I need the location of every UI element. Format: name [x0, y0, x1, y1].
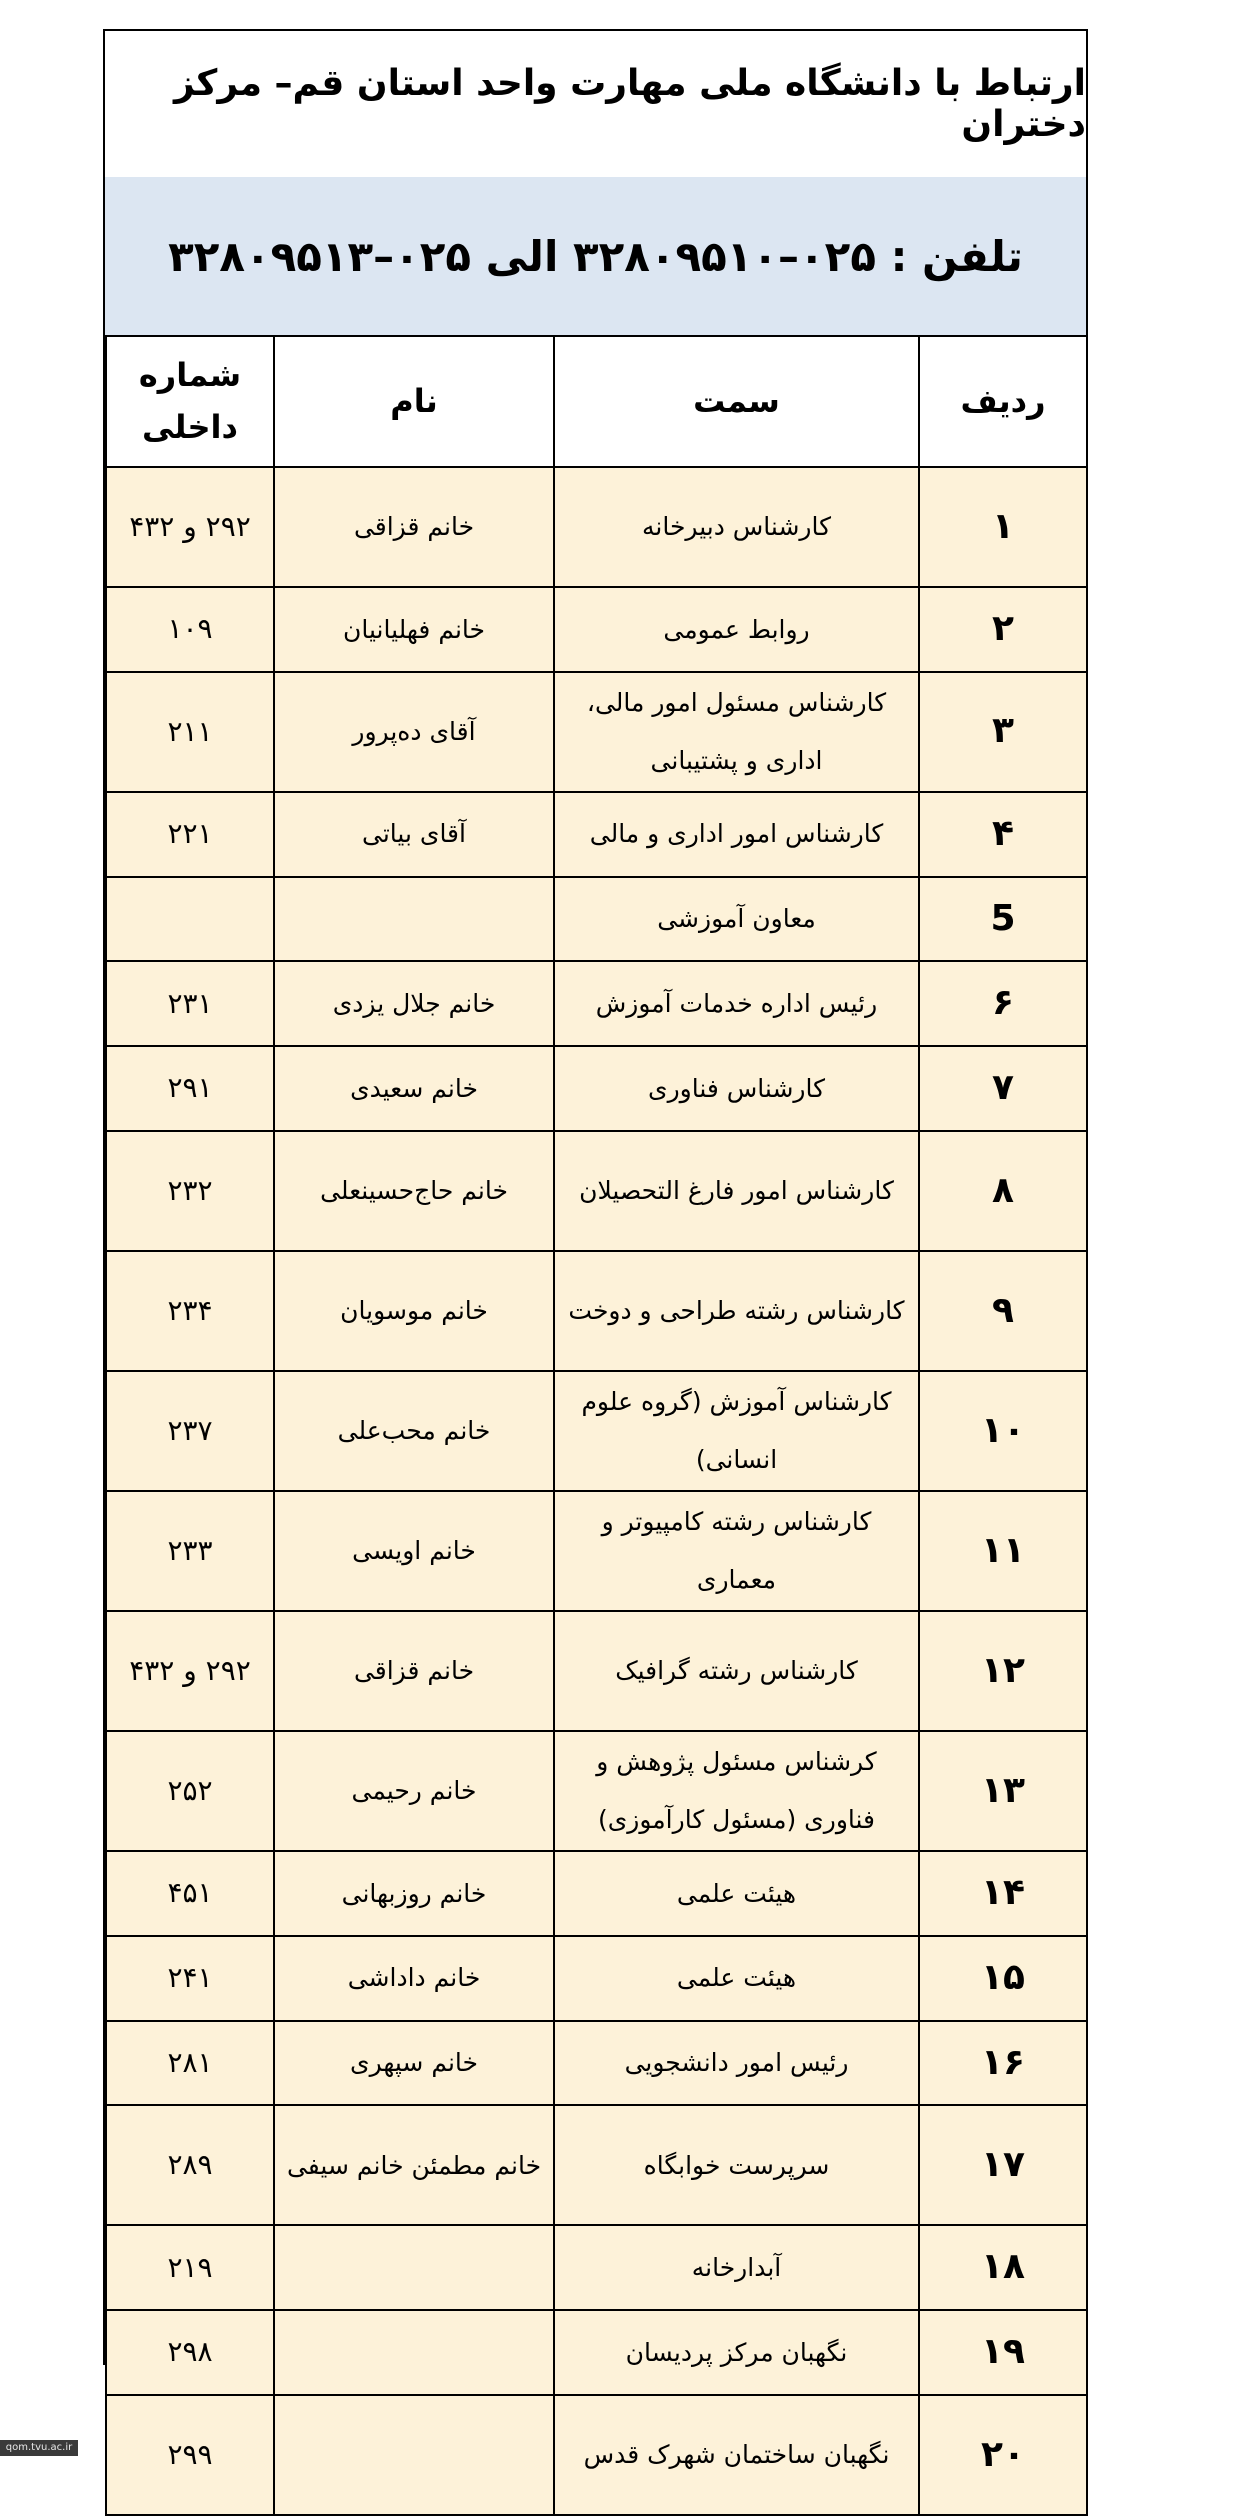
table-row — [106, 1611, 1087, 1731]
row-extension: ۲۵۲ — [106, 1731, 274, 1851]
row-extension: ۲۹۲ و ۴۳۲ — [106, 467, 274, 587]
row-number: ۳ — [919, 672, 1087, 792]
row-name: خانم سعیدی — [274, 1046, 554, 1131]
row-role: کارشناس آموزش (گروه علوم انسانی) — [554, 1371, 919, 1491]
table-row — [106, 587, 1087, 672]
row-number: ۱۲ — [919, 1611, 1087, 1731]
row-role: سرپرست خوابگاه — [554, 2105, 919, 2225]
row-extension: ۲۲۱ — [106, 792, 274, 877]
row-name: خانم قزاقی — [274, 467, 554, 587]
table-row — [106, 877, 1087, 962]
row-extension: ۱۰۹ — [106, 587, 274, 672]
row-number: ۱۰ — [919, 1371, 1087, 1491]
row-extension: ۲۸۹ — [106, 2105, 274, 2225]
table-row — [106, 1936, 1087, 2021]
table-row — [106, 1251, 1087, 1371]
table-row — [106, 467, 1087, 587]
row-number: ۷ — [919, 1046, 1087, 1131]
row-name: خانم موسویان — [274, 1251, 554, 1371]
row-role: معاون آموزشی — [554, 877, 919, 962]
row-extension: ۲۹۸ — [106, 2310, 274, 2395]
row-role: کارشناس رشته گرافیک — [554, 1611, 919, 1731]
row-role: کارشناس فناوری — [554, 1046, 919, 1131]
row-number: ۴ — [919, 792, 1087, 877]
row-role: کارشناس مسئول امور مالی، اداری و پشتیبانی — [554, 672, 919, 792]
row-role: کرشناس مسئول پژوهش و فناوری (مسئول کارآموزی) — [554, 1731, 919, 1851]
phone-banner: تلفن : ۰۲۵–۳۲۸۰۹۵۱۰ الی ۰۲۵–۳۲۸۰۹۵۱۳ — [105, 177, 1086, 337]
row-role: کارشناس رشته کامپیوتر و معماری — [554, 1491, 919, 1611]
row-number: ۱۵ — [919, 1936, 1087, 2021]
table-row — [106, 1046, 1087, 1131]
row-number: ۱۴ — [919, 1851, 1087, 1936]
row-extension: ۲۱۱ — [106, 672, 274, 792]
row-role: هیئت علمی — [554, 1851, 919, 1936]
contacts-table — [105, 335, 1088, 2516]
row-name: خانم رحیمی — [274, 1731, 554, 1851]
row-extension: ۲۹۹ — [106, 2395, 274, 2515]
row-name: خانم سپهری — [274, 2021, 554, 2106]
row-extension: ۲۴۱ — [106, 1936, 274, 2021]
row-number: ۲ — [919, 587, 1087, 672]
table-row — [106, 1131, 1087, 1251]
row-extension — [106, 877, 274, 962]
row-name — [274, 2310, 554, 2395]
site-watermark: qom.tvu.ac.ir — [0, 2440, 78, 2456]
row-name: خانم محب‌علی — [274, 1371, 554, 1491]
row-number: ۶ — [919, 961, 1087, 1046]
row-extension: ۲۳۲ — [106, 1131, 274, 1251]
row-extension: ۲۳۳ — [106, 1491, 274, 1611]
row-role: روابط عمومی — [554, 587, 919, 672]
row-name: خانم مطمئن خانم سیفی — [274, 2105, 554, 2225]
table-row — [106, 2225, 1087, 2310]
table-row — [106, 1731, 1087, 1851]
row-number: ۱۳ — [919, 1731, 1087, 1851]
row-role: کارشناس امور فارغ التحصیلان — [554, 1131, 919, 1251]
row-name — [274, 2395, 554, 2515]
table-row — [106, 1851, 1087, 1936]
row-name: آقای بیاتی — [274, 792, 554, 877]
header-extension: شماره داخلی — [106, 336, 274, 467]
table-row — [106, 2105, 1087, 2225]
row-name: خانم حاج‌حسینعلی — [274, 1131, 554, 1251]
row-role: نگهبان مرکز پردیسان — [554, 2310, 919, 2395]
row-extension: ۲۳۱ — [106, 961, 274, 1046]
row-extension: ۲۳۴ — [106, 1251, 274, 1371]
table-row — [106, 672, 1087, 792]
row-role: آبدارخانه — [554, 2225, 919, 2310]
row-extension: ۲۱۹ — [106, 2225, 274, 2310]
row-number: ۲۰ — [919, 2395, 1087, 2515]
page-title: ارتباط با دانشگاه ملی مهارت واحد استان قم– مرکز دختران — [105, 31, 1086, 179]
row-role: رئیس اداره خدمات آموزش — [554, 961, 919, 1046]
row-name: خانم روزبهانی — [274, 1851, 554, 1936]
header-row-number: ردیف — [919, 336, 1087, 467]
contact-sheet — [103, 29, 1088, 2475]
row-name — [274, 2225, 554, 2310]
row-extension: ۲۹۱ — [106, 1046, 274, 1131]
row-role: نگهبان ساختمان شهرک قدس — [554, 2395, 919, 2515]
row-number: 5 — [919, 877, 1087, 962]
table-header-row — [106, 336, 1087, 467]
row-role: کارشناس دبیرخانه — [554, 467, 919, 587]
row-extension: ۴۵۱ — [106, 1851, 274, 1936]
table-row — [106, 1491, 1087, 1611]
row-number: ۱۶ — [919, 2021, 1087, 2106]
row-number: ۱۸ — [919, 2225, 1087, 2310]
row-name — [274, 877, 554, 962]
table-row — [106, 792, 1087, 877]
row-role: رئیس امور دانشجویی — [554, 2021, 919, 2106]
table-row — [106, 1371, 1087, 1491]
row-number: ۸ — [919, 1131, 1087, 1251]
row-number: ۱۱ — [919, 1491, 1087, 1611]
row-number: ۱ — [919, 467, 1087, 587]
row-extension: ۲۳۷ — [106, 1371, 274, 1491]
table-row — [106, 2021, 1087, 2106]
row-name: آقای ده‌پرور — [274, 672, 554, 792]
header-name: نام — [274, 336, 554, 467]
row-name: خانم داداشی — [274, 1936, 554, 2021]
row-role: کارشناس رشته طراحی و دوخت — [554, 1251, 919, 1371]
table-row — [106, 2310, 1087, 2395]
row-name: خانم اویسی — [274, 1491, 554, 1611]
row-name: خانم جلال یزدی — [274, 961, 554, 1046]
row-extension: ۲۹۲ و ۴۳۲ — [106, 1611, 274, 1731]
row-number: ۱۹ — [919, 2310, 1087, 2395]
header-role: سمت — [554, 336, 919, 467]
row-role: کارشناس امور اداری و مالی — [554, 792, 919, 877]
row-name: خانم فهلیانیان — [274, 587, 554, 672]
row-name: خانم قزاقی — [274, 1611, 554, 1731]
row-role: هیئت علمی — [554, 1936, 919, 2021]
row-number: ۹ — [919, 1251, 1087, 1371]
row-number: ۱۷ — [919, 2105, 1087, 2225]
table-row — [106, 2395, 1087, 2515]
table-row — [106, 961, 1087, 1046]
row-extension: ۲۸۱ — [106, 2021, 274, 2106]
